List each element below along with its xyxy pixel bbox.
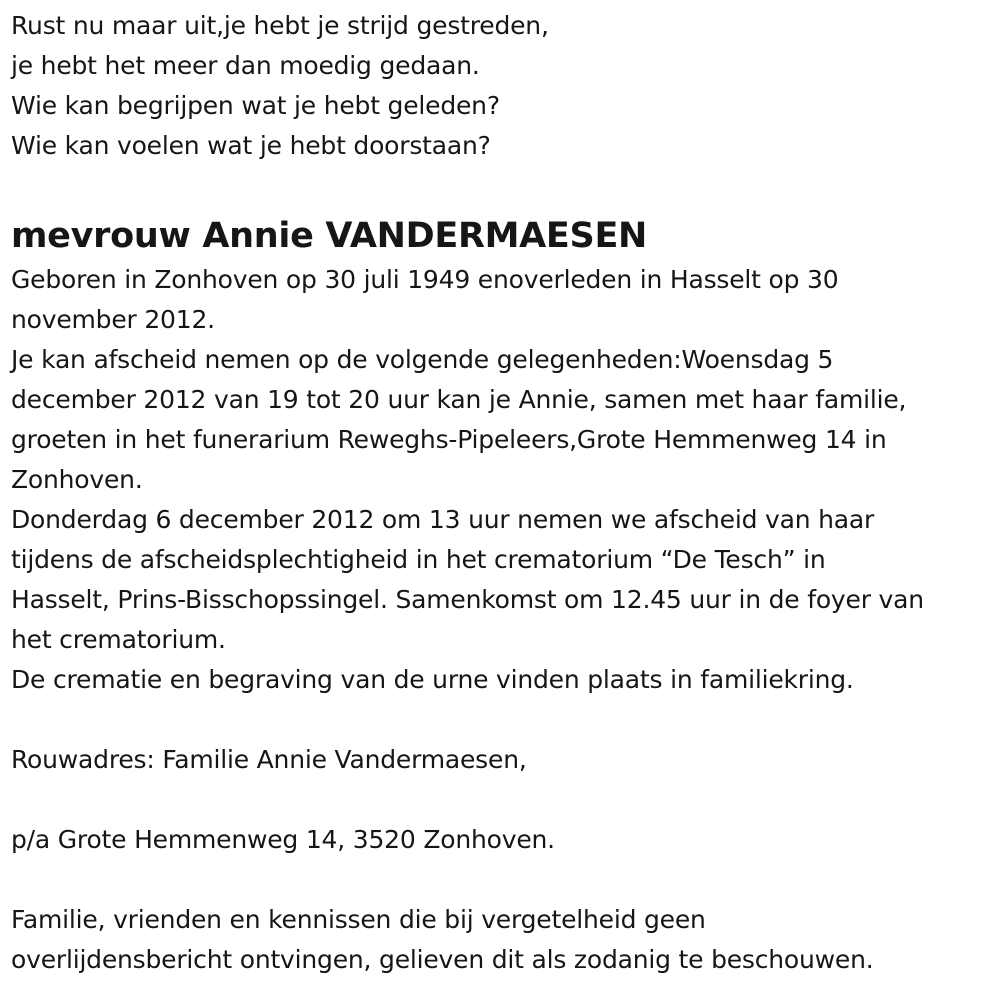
paragraph-line: Je kan afscheid nemen op de volgende gelegenheden:Woensdag 5 bbox=[11, 345, 834, 374]
paragraph-line: Zonhoven. bbox=[11, 465, 143, 494]
paragraph-line: het crematorium. bbox=[11, 625, 226, 654]
paragraph-line: groeten in het funerarium Reweghs-Pipeleers,Grote Hemmenweg 14 in bbox=[11, 425, 887, 454]
deceased-name: mevrouw Annie VANDERMAESEN bbox=[11, 216, 648, 256]
poem-line: Wie kan voelen wat je hebt doorstaan? bbox=[11, 131, 491, 160]
paragraph-line: overlijdensbericht ontvingen, gelieven dit als zodanig te beschouwen. bbox=[11, 945, 874, 974]
paragraph-line: Geboren in Zonhoven op 30 juli 1949 enoverleden in Hasselt op 30 bbox=[11, 265, 839, 294]
birth-death-paragraph bbox=[11, 260, 996, 340]
spacer bbox=[11, 166, 996, 212]
paragraph-line: Donderdag 6 december 2012 om 13 uur nemen we afscheid van haar bbox=[11, 505, 875, 534]
paragraph-line: tijdens de afscheidsplechtigheid in het crematorium “De Tesch” in bbox=[11, 545, 826, 574]
paragraph-line: november 2012. bbox=[11, 305, 215, 334]
spacer bbox=[11, 780, 996, 820]
mourning-address: Rouwadres: Familie Annie Vandermaesen, bbox=[11, 745, 527, 774]
obituary-document bbox=[11, 6, 996, 980]
ceremony-paragraph bbox=[11, 500, 996, 660]
closing-paragraph bbox=[11, 900, 996, 980]
poem-line: Wie kan begrijpen wat je hebt geleden? bbox=[11, 91, 500, 120]
poem-line: je hebt het meer dan moedig gedaan. bbox=[11, 51, 480, 80]
poem-line: Rust nu maar uit,je hebt je strijd gestreden, bbox=[11, 11, 549, 40]
spacer bbox=[11, 860, 996, 900]
spacer bbox=[11, 700, 996, 740]
cremation-notice: De crematie en begraving van de urne vinden plaats in familiekring. bbox=[11, 665, 854, 694]
poem bbox=[11, 6, 996, 166]
paragraph-line: Hasselt, Prins-Bisschopssingel. Samenkomst om 12.45 uur in de foyer van bbox=[11, 585, 924, 614]
postal-address: p/a Grote Hemmenweg 14, 3520 Zonhoven. bbox=[11, 825, 555, 854]
paragraph-line: december 2012 van 19 tot 20 uur kan je Annie, samen met haar familie, bbox=[11, 385, 907, 414]
paragraph-line: Familie, vrienden en kennissen die bij vergetelheid geen bbox=[11, 905, 706, 934]
visitation-paragraph bbox=[11, 340, 996, 500]
